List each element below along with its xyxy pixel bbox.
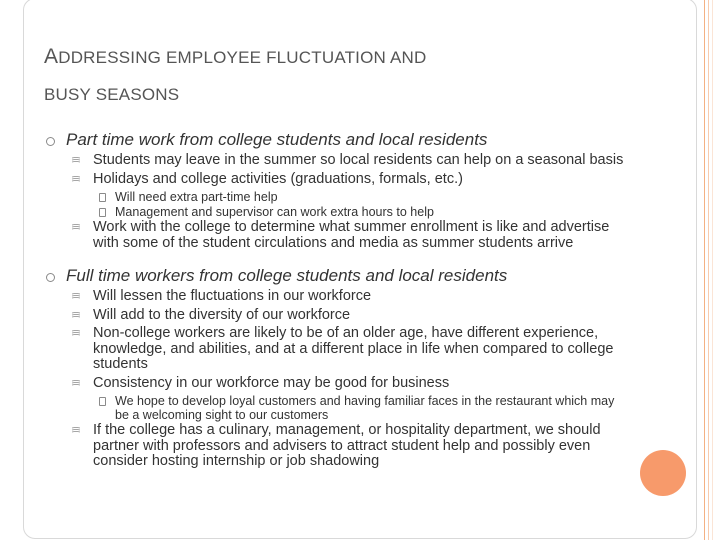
sub-list-item: Management and supervisor can work extra hours to help — [44, 205, 624, 219]
title-first-letter: A — [44, 45, 59, 68]
ornament-bullet-icon — [72, 427, 80, 433]
ornament-bullet-icon — [72, 293, 80, 299]
square-bullet-icon — [99, 208, 106, 217]
title-line-1: DDRESSING EMPLOYEE FLUCTUATION AND — [58, 48, 427, 67]
list-item: Students may leave in the summer so local residents can help on a seasonal basis — [44, 153, 624, 169]
decor-stripe — [704, 0, 705, 540]
ornament-bullet-icon — [72, 330, 80, 336]
circle-bullet-icon — [46, 137, 55, 146]
decor-stripe — [708, 0, 709, 540]
square-bullet-icon — [99, 397, 106, 406]
list-item: Will lessen the fluctuations in our workforce — [44, 289, 624, 305]
list-item: If the college has a culinary, management, or hospitality department, we should partner with professors and advisers to attract student help and possibly even consider hosting internship or job shadowing — [44, 423, 624, 470]
list-item: Consistency in our workforce may be good for business — [44, 376, 624, 392]
square-bullet-icon — [99, 193, 106, 202]
list-item: Holidays and college activities (graduations, formals, etc.) — [44, 172, 624, 188]
circle-bullet-icon — [46, 273, 55, 282]
list-item: Non-college workers are likely to be of an older age, have different experience, knowledge, and abilities, and at a different place in life when compared to college students — [44, 326, 624, 373]
ornament-bullet-icon — [72, 176, 80, 182]
sub-list-item: We hope to develop loyal customers and having familiar faces in the restaurant which may be a welcoming sight to our customers — [44, 394, 624, 422]
section-heading: Full time workers from college students and local residents — [44, 264, 624, 287]
ornament-bullet-icon — [72, 224, 80, 230]
ornament-bullet-icon — [72, 157, 80, 163]
title-line-2: BUSY SEASONS — [44, 85, 180, 104]
bullet-content — [44, 124, 624, 473]
slide-title — [44, 38, 664, 113]
ornament-bullet-icon — [72, 380, 80, 386]
section-heading: Part time work from college students and local residents — [44, 128, 624, 151]
decor-circle — [640, 450, 686, 496]
list-item: Work with the college to determine what summer enrollment is like and advertise with some of the student circulations and media as summer students arrive — [44, 220, 624, 251]
ornament-bullet-icon — [72, 312, 80, 318]
decor-stripe — [712, 0, 713, 540]
sub-list-item: Will need extra part-time help — [44, 190, 624, 204]
list-item: Will add to the diversity of our workforce — [44, 308, 624, 324]
